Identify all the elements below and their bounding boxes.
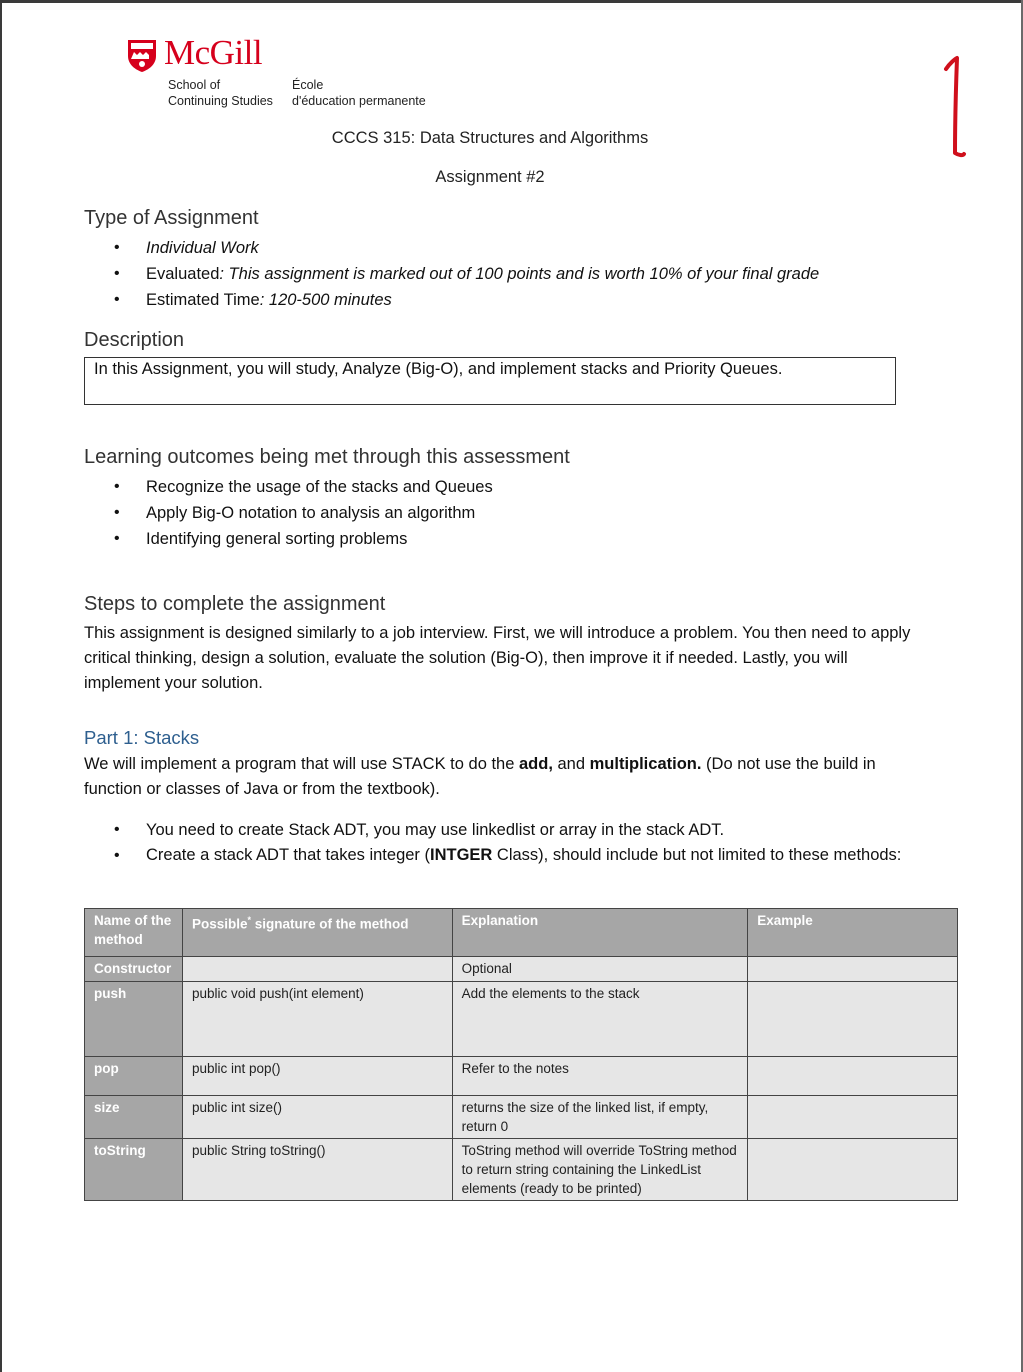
example-cell: [748, 982, 958, 1057]
signature-cell: [182, 957, 452, 982]
learning-outcomes-list: [84, 474, 493, 552]
table-row: [85, 982, 958, 1057]
explanation-cell: ToString method will override ToString method to return string containing the LinkedList elements (ready to be printed): [452, 1139, 748, 1201]
assignment-title: Assignment #2: [435, 168, 545, 186]
list-item: • Individual Work: [84, 235, 819, 261]
column-header-example: Example: [748, 909, 958, 957]
signature-cell: public int size(): [182, 1096, 452, 1139]
steps-paragraph: This assignment is designed similarly to a job interview. First, we will introduce a problem. You then need to apply critical thinking, design a solution, evaluate the solution (Big-O), then improve it if needed. Lastly, you will implement your solution.: [84, 624, 911, 692]
method-name-cell: toString: [85, 1139, 183, 1201]
method-name-cell: size: [85, 1096, 183, 1139]
example-cell: [748, 1057, 958, 1096]
table-row: [85, 1096, 958, 1139]
method-name-cell: Constructor: [85, 957, 183, 982]
explanation-cell: returns the size of the linked list, if empty, return 0: [452, 1096, 748, 1139]
explanation-cell: Refer to the notes: [452, 1057, 748, 1096]
steps-heading: Steps to complete the assignment: [84, 593, 386, 615]
part1-heading: Part 1: Stacks: [84, 727, 200, 748]
list-item: • Identifying general sorting problems: [84, 526, 493, 552]
type-of-assignment-list: [84, 235, 819, 313]
method-name-cell: push: [85, 982, 183, 1057]
description-box: [84, 357, 896, 405]
column-header-explanation: Explanation: [452, 909, 748, 957]
window-border-left: [0, 0, 2, 1372]
learning-outcomes-heading: Learning outcomes being met through this assessment: [84, 446, 570, 468]
logo-subtitle-fr: École d'éducation permanente: [292, 78, 426, 108]
list-item: • Estimated Time: 120-500 minutes: [84, 287, 819, 313]
column-header-signature: Possible* signature of the method: [182, 909, 452, 957]
type-of-assignment-heading: Type of Assignment: [84, 207, 259, 229]
logo-wordmark: McGill: [164, 33, 263, 72]
table-row: [85, 957, 958, 982]
list-item: • Evaluated: This assignment is marked out of 100 points and is worth 10% of your final grade: [84, 261, 819, 287]
method-name-cell: pop: [85, 1057, 183, 1096]
description-heading: Description: [84, 329, 185, 351]
table-row: [85, 1057, 958, 1096]
signature-cell: public int pop(): [182, 1057, 452, 1096]
example-cell: [748, 1096, 958, 1139]
window-border-top: [0, 0, 1023, 3]
description-text: In this Assignment, you will study, Analyze (Big-O), and implement stacks and Priority Queues.: [94, 360, 783, 378]
course-title: CCCS 315: Data Structures and Algorithms: [331, 129, 649, 147]
explanation-cell: Optional: [452, 957, 748, 982]
list-item: • Apply Big-O notation to analysis an algorithm: [84, 500, 493, 526]
column-header-name: Name of the method: [85, 909, 183, 957]
part1-intro: We will implement a program that will use STACK to do the add, and multiplication. (Do not use the build in function or classes of Java or from the textbook).: [84, 755, 876, 798]
table-row: [85, 1139, 958, 1201]
table-header-row: [85, 909, 958, 957]
example-cell: [748, 957, 958, 982]
mcgill-logo: [127, 33, 457, 112]
logo-subtitle-en: School of Continuing Studies: [168, 78, 273, 108]
list-item: • You need to create Stack ADT, you may use linkedlist or array in the stack ADT.: [84, 817, 904, 843]
example-cell: [748, 1139, 958, 1201]
methods-table: [84, 908, 958, 1201]
signature-cell: public void push(int element): [182, 982, 452, 1057]
mcgill-crest-icon: [127, 39, 157, 73]
signature-cell: public String toString(): [182, 1139, 452, 1201]
explanation-cell: Add the elements to the stack: [452, 982, 748, 1057]
list-item: • Recognize the usage of the stacks and Queues: [84, 474, 493, 500]
list-item: • Create a stack ADT that takes integer (INTGER Class), should include but not limited to these methods:: [84, 843, 904, 868]
part1-requirements-list: [84, 817, 904, 868]
